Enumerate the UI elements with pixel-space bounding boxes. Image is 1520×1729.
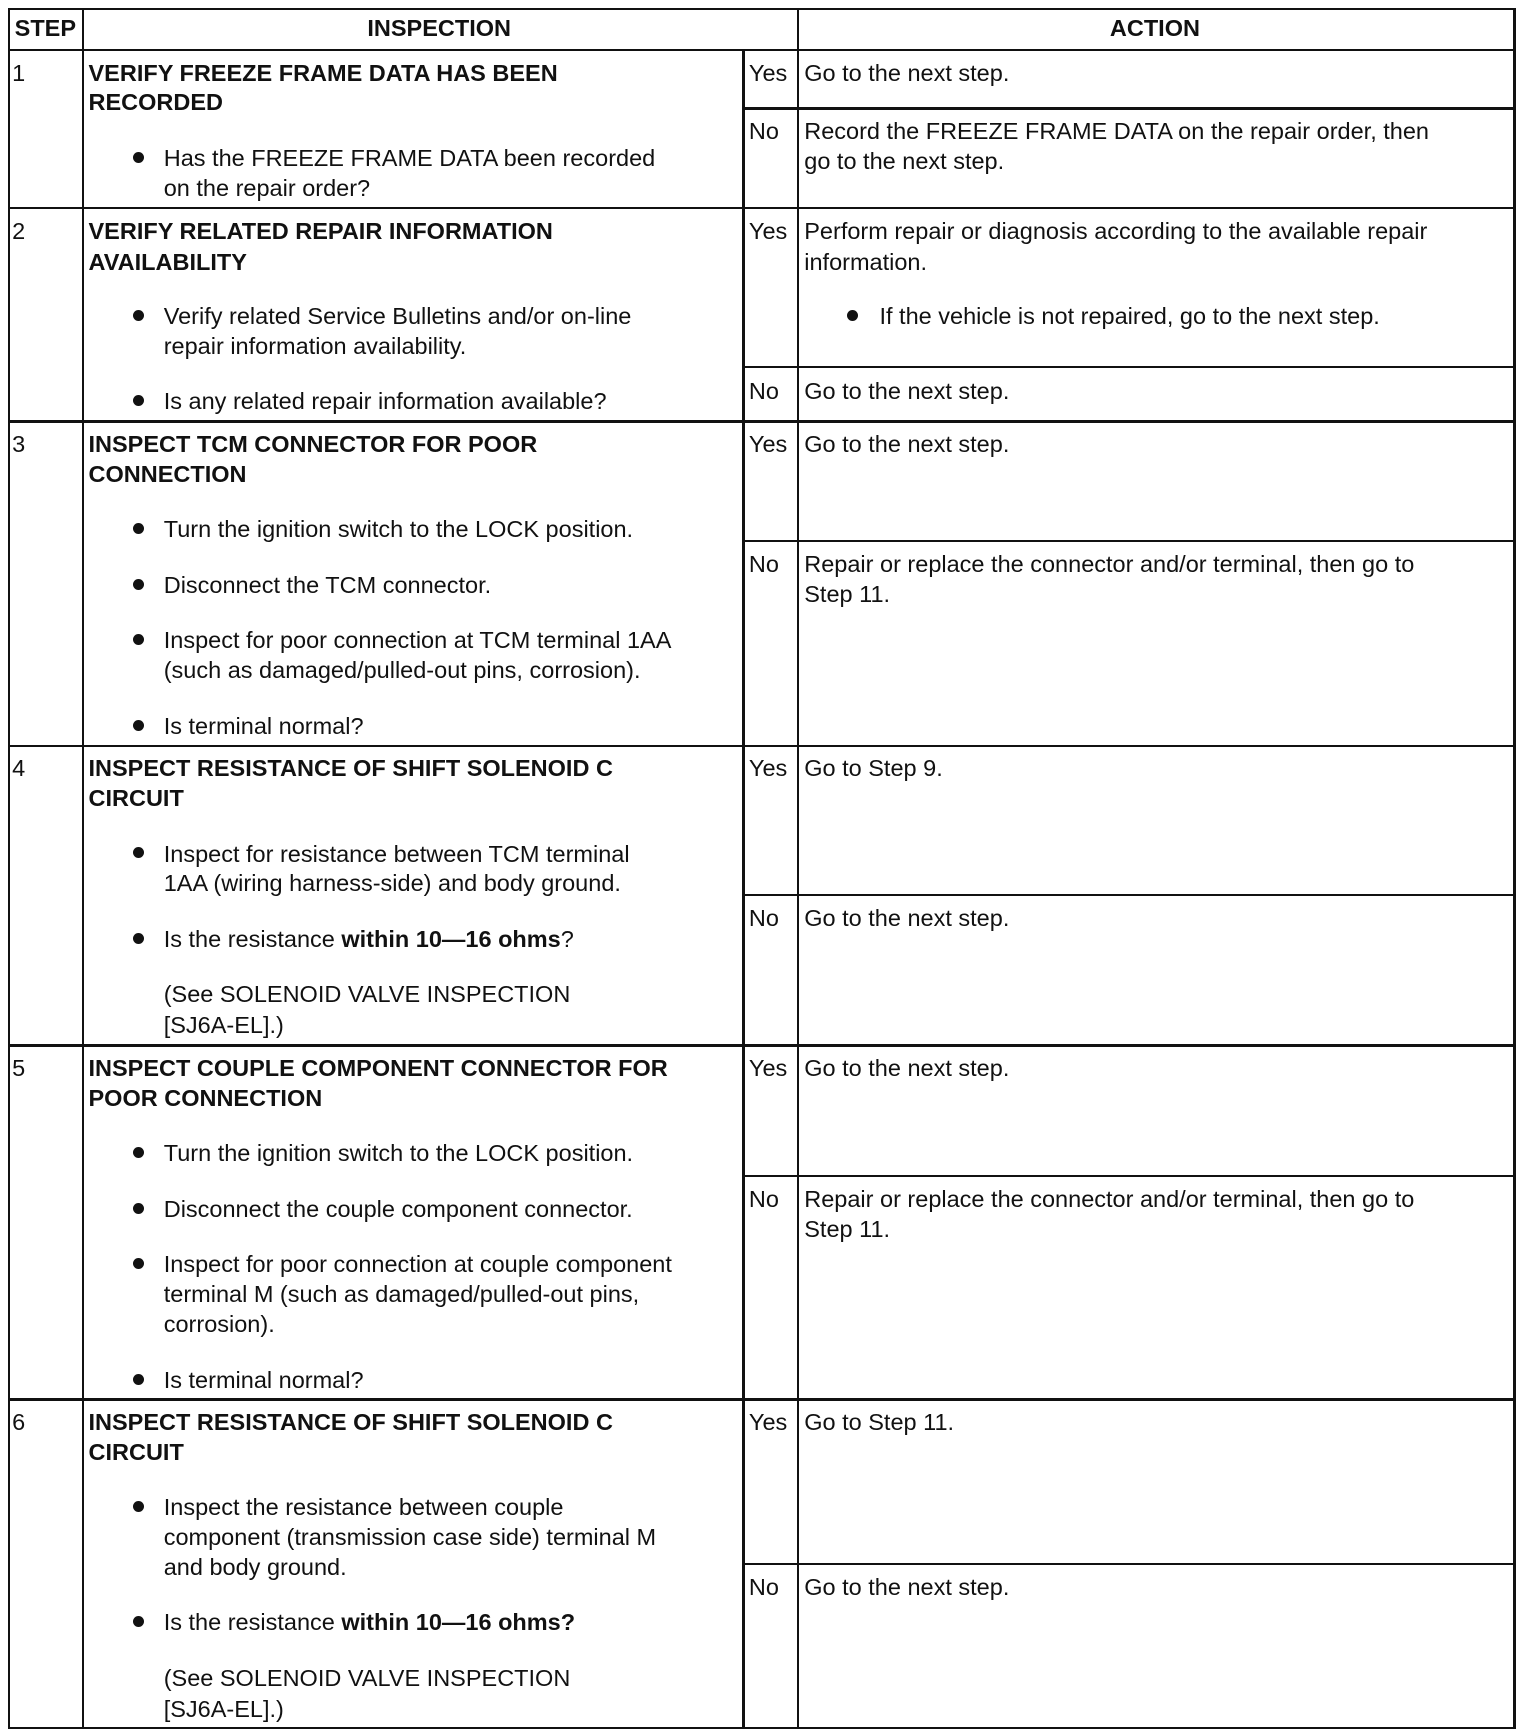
step-title: VERIFY FREEZE FRAME DATA HAS BEEN	[88, 59, 558, 86]
bullet-icon	[133, 523, 144, 534]
answer-no: No	[748, 378, 779, 405]
step-title: RECORDED	[88, 89, 223, 116]
header-bottom-border	[8, 49, 1514, 51]
bullet-icon	[133, 933, 144, 944]
answer-col-border	[797, 8, 799, 1727]
action-no: Go to the next step.	[804, 378, 1010, 405]
inspection-item: Inspect for poor connection at couple component	[163, 1250, 672, 1277]
note: [SJ6A-EL].)	[163, 1012, 284, 1038]
action-yes: Go to the next step.	[804, 431, 1010, 458]
inspection-item: Is terminal normal?	[163, 1367, 364, 1394]
inspection-item: corrosion).	[163, 1310, 275, 1337]
bullet-icon	[133, 847, 144, 858]
inspection-item: Inspect the resistance between couple	[163, 1494, 564, 1521]
step-title: AVAILABILITY	[88, 248, 247, 275]
answer-yes: Yes	[748, 1055, 788, 1082]
bullet-icon	[133, 395, 144, 406]
inspection-item: Turn the ignition switch to the LOCK position.	[163, 1140, 634, 1167]
row-border-5	[8, 1398, 1514, 1400]
yes-no-divider-6	[742, 1563, 1513, 1565]
resistance-spec: within 10—16 ohms?	[341, 1609, 576, 1636]
question-mark: ?	[560, 925, 574, 952]
step-title: CIRCUIT	[88, 1439, 184, 1466]
answer-yes: Yes	[748, 431, 788, 458]
bullet-icon	[133, 1616, 144, 1627]
inspection-item: Has the FREEZE FRAME DATA been recorded	[163, 144, 656, 171]
bullet-icon	[133, 310, 144, 321]
answer-no: No	[748, 1573, 779, 1600]
table-top-border	[8, 8, 1514, 10]
step-title: INSPECT RESISTANCE OF SHIFT SOLENOID C	[88, 755, 613, 782]
action-no: Repair or replace the connector and/or terminal, then go to	[804, 550, 1415, 577]
answer-yes: Yes	[748, 1409, 788, 1436]
resistance-spec: within 10—16 ohms	[341, 925, 561, 952]
inspection-item: Disconnect the TCM connector.	[163, 571, 492, 598]
answer-no: No	[748, 1185, 779, 1212]
inspection-item: Is terminal normal?	[163, 713, 364, 740]
yes-no-divider-3	[742, 540, 1513, 542]
row-border-4	[8, 1044, 1514, 1046]
header-step: STEP	[14, 15, 77, 42]
action-yes: information.	[804, 248, 928, 275]
step-number: 3	[12, 431, 26, 458]
answer-no: No	[748, 550, 779, 577]
step-number: 4	[12, 755, 26, 782]
action-yes: Go to Step 9.	[804, 755, 943, 782]
step-title: INSPECT COUPLE COMPONENT CONNECTOR FOR	[88, 1055, 668, 1082]
step-number: 6	[12, 1409, 26, 1436]
inspection-item: Turn the ignition switch to the LOCK position.	[163, 516, 634, 543]
step-number: 1	[12, 59, 26, 86]
bullet-icon	[133, 152, 144, 163]
step-number: 5	[12, 1055, 26, 1082]
action-yes: Go to the next step.	[804, 1055, 1010, 1082]
inspection-item: Is the resistance within 10—16 ohms?	[163, 1609, 576, 1636]
step-title: INSPECT TCM CONNECTOR FOR POOR	[88, 431, 538, 458]
answer-no: No	[748, 118, 779, 145]
action-no: Record the FREEZE FRAME DATA on the repair order, then	[804, 118, 1429, 145]
bullet-icon	[133, 1374, 144, 1385]
note: (See SOLENOID VALVE INSPECTION	[163, 981, 571, 1008]
action-no: Go to the next step.	[804, 904, 1010, 931]
bullet-icon	[133, 579, 144, 590]
inspection-item: component (transmission case side) terminal M	[163, 1524, 657, 1551]
inspection-item: (such as damaged/pulled-out pins, corrosion).	[163, 656, 641, 683]
action-no: Step 11.	[804, 1215, 891, 1242]
step-number: 2	[12, 217, 26, 244]
inspection-item: terminal M (such as damaged/pulled-out pins,	[163, 1280, 640, 1307]
step-title: POOR CONNECTION	[88, 1085, 323, 1112]
step-title: CONNECTION	[88, 461, 247, 488]
inspection-item: Disconnect the couple component connector.	[163, 1195, 633, 1222]
inspection-item: Is any related repair information available?	[163, 388, 607, 415]
row-border-2	[8, 420, 1514, 422]
row-border-3	[8, 745, 1514, 747]
inspection-item: 1AA (wiring harness-side) and body ground.	[163, 870, 621, 897]
yes-no-divider-1	[742, 107, 1513, 109]
step-title: INSPECT RESISTANCE OF SHIFT SOLENOID C	[88, 1409, 613, 1436]
note: [SJ6A-EL].)	[163, 1695, 284, 1722]
inspection-item: Is the resistance within 10—16 ohms?	[163, 925, 574, 952]
action-no: Go to the next step.	[804, 1573, 1010, 1600]
right-border	[1513, 8, 1515, 1729]
header-action: ACTION	[1109, 15, 1200, 42]
step-title: CIRCUIT	[88, 785, 184, 812]
left-border	[8, 8, 10, 1729]
bullet-icon	[847, 310, 858, 321]
inspection-item: on the repair order?	[163, 174, 371, 201]
action-yes: Go to Step 11.	[804, 1409, 955, 1436]
answer-yes: Yes	[748, 217, 788, 244]
bullet-icon	[133, 720, 144, 731]
answer-yes: Yes	[748, 59, 788, 86]
action-yes: Perform repair or diagnosis according to the available repair	[804, 217, 1428, 244]
row-border-1	[8, 207, 1514, 209]
action-yes: Go to the next step.	[804, 59, 1010, 86]
inspection-item: repair information availability.	[163, 332, 467, 359]
bullet-icon	[133, 634, 144, 645]
bullet-icon	[133, 1501, 144, 1512]
inspection-item: Verify related Service Bulletins and/or on-line	[163, 302, 632, 329]
yes-no-divider-5	[742, 1175, 1513, 1177]
header-inspection: INSPECTION	[367, 15, 511, 42]
action-no: go to the next step.	[804, 148, 1005, 175]
action-no: Step 11.	[804, 580, 891, 607]
bullet-icon	[133, 1203, 144, 1214]
answer-yes: Yes	[748, 755, 788, 782]
bullet-icon	[133, 1147, 144, 1158]
bullet-icon	[133, 1258, 144, 1269]
action-no: Repair or replace the connector and/or terminal, then go to	[804, 1185, 1415, 1212]
inspection-item: and body ground.	[163, 1554, 347, 1581]
action-yes-bullet: If the vehicle is not repaired, go to the next step.	[879, 302, 1380, 329]
answer-no: No	[748, 904, 779, 931]
inspection-item: Inspect for resistance between TCM terminal	[163, 840, 630, 867]
inspection-col-border	[742, 49, 744, 1727]
yes-no-divider-2	[742, 366, 1513, 368]
note: (See SOLENOID VALVE INSPECTION	[163, 1664, 571, 1691]
step-title: VERIFY RELATED REPAIR INFORMATION	[88, 217, 553, 244]
inspection-item: Inspect for poor connection at TCM terminal 1AA	[163, 627, 672, 654]
step-col-border	[82, 8, 84, 1727]
yes-no-divider-4	[742, 894, 1513, 896]
